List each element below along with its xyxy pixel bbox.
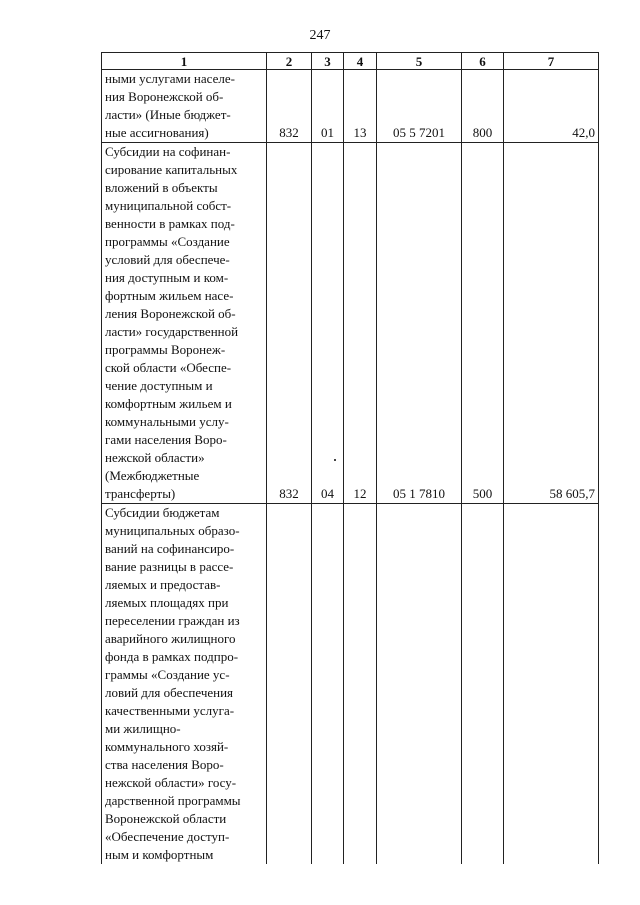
description-line: нежской области» госу- [105,775,237,790]
description-line: ными услугами населе- [105,71,235,86]
description-line: ления Воронежской об- [105,306,236,321]
cell-amount: 58 605,7 [504,143,599,504]
cell-target-article: 05 5 7201 [377,70,462,143]
description-line: «Обеспечение доступ- [105,829,230,844]
budget-table [101,52,599,864]
cell-expense-type [462,504,504,865]
description-line: ловий для обеспечения [105,685,234,700]
description-line: муниципальной собст- [105,198,232,213]
cell-target-article: 05 1 7810 [377,143,462,504]
header-col-3: 3 [312,53,344,70]
description-line: ния доступным и ком- [105,270,229,285]
description-line: дарственной программы [105,793,241,808]
description-line: ваний на софинансиро- [105,541,235,556]
row-description [102,70,267,143]
cell-expense-type: 500 [462,143,504,504]
table-header-row [102,53,599,70]
description-line: ласти» государственной [105,324,239,339]
description-line: трансферты) [105,486,176,501]
cell-target-article [377,504,462,865]
description-line: ляемых и предостав- [105,577,221,592]
row-description [102,504,267,865]
description-line: ства населения Воро- [105,757,224,772]
description-line: переселении граждан из [105,613,240,628]
description-line: сирование капитальных [105,162,238,177]
description-line: венности в рамках под- [105,216,235,231]
cell-ministry-code [267,504,312,865]
description-line: ным и комфортным [105,847,214,862]
cell-section: 01 [312,70,344,143]
cell-amount: 42,0 [504,70,599,143]
cell-ministry-code: 832 [267,143,312,504]
cell-amount [504,504,599,865]
description-line: нежской области» [105,450,205,465]
header-col-2: 2 [267,53,312,70]
scan-speck [334,459,336,461]
cell-subsection [344,504,377,865]
header-col-5: 5 [377,53,462,70]
cell-expense-type: 800 [462,70,504,143]
description-line: программы Воронеж- [105,342,226,357]
row-description [102,143,267,504]
description-line: гами населения Воро- [105,432,227,447]
table-row [102,143,599,504]
description-line: фортным жильем насе- [105,288,234,303]
description-line: условий для обеспече- [105,252,230,267]
cell-subsection: 12 [344,143,377,504]
description-line: аварийного жилищного [105,631,236,646]
description-line: Субсидии бюджетам [105,505,220,520]
description-line: вложений в объекты [105,180,218,195]
description-line: (Межбюджетные [105,468,200,483]
description-line: Воронежской области [105,811,227,826]
description-line: коммунальными услу- [105,414,229,429]
description-line: муниципальных образо- [105,523,240,538]
description-line: ми жилищно- [105,721,181,736]
description-line: ния Воронежской об- [105,89,224,104]
description-line: чение доступным и [105,378,213,393]
description-line: ные ассигнования) [105,125,209,140]
cell-section: 04 [312,143,344,504]
header-col-1: 1 [102,53,267,70]
description-line: Субсидии на софинан- [105,144,231,159]
description-line: ляемых площадях при [105,595,229,610]
cell-ministry-code: 832 [267,70,312,143]
cell-subsection: 13 [344,70,377,143]
description-line: ласти» (Иные бюджет- [105,107,231,122]
table-row [102,504,599,865]
description-line: вание разницы в рассе- [105,559,234,574]
page-number: 247 [309,28,331,43]
description-line: граммы «Создание ус- [105,667,230,682]
description-line: программы «Создание [105,234,230,249]
cell-section [312,504,344,865]
header-col-7: 7 [504,53,599,70]
description-line: фонда в рамках подпро- [105,649,239,664]
header-col-4: 4 [344,53,377,70]
header-col-6: 6 [462,53,504,70]
description-line: ской области «Обеспе- [105,360,232,375]
description-line: коммунального хозяй- [105,739,229,754]
table-row [102,70,599,143]
description-line: комфортным жильем и [105,396,232,411]
description-line: качественными услуга- [105,703,235,718]
